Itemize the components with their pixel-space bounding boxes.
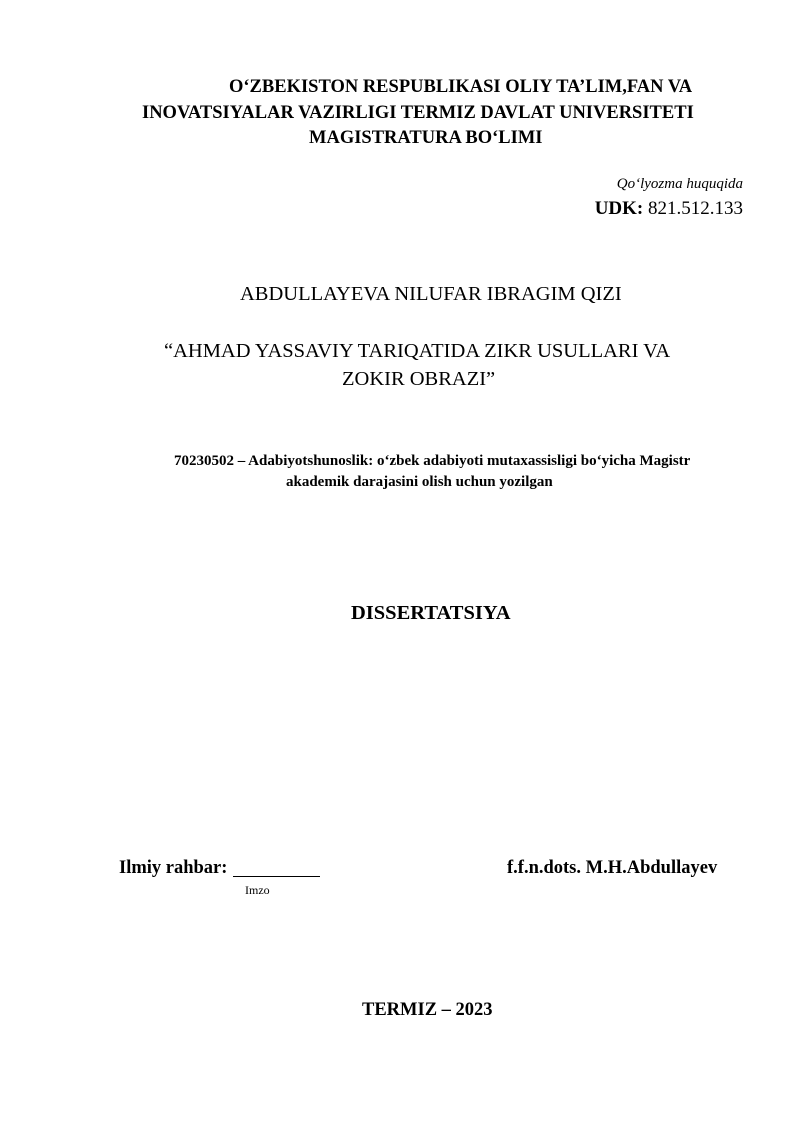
header-line-3: MAGISTRATURA BO‘LIMI [309, 128, 543, 148]
advisor-label: Ilmiy rahbar: [119, 858, 228, 878]
signature-caption: Imzo [245, 883, 270, 897]
advisor-name: f.f.n.dots. M.H.Abdullayev [507, 858, 718, 878]
place-year: TERMIZ – 2023 [362, 1000, 493, 1020]
specialty-line-1: 70230502 – Adabiyotshunoslik: o‘zbek adabiyoti mutaxassisligi bo‘yicha Magistr [174, 453, 691, 469]
udk-code [595, 198, 743, 220]
title-line-1: “AHMAD YASSAVIY TARIQATIDA ZIKR USULLARI VA [164, 340, 671, 362]
header-line-1: O‘ZBEKISTON RESPUBLIKASI OLIY TA’LIM,FAN VA [229, 77, 693, 97]
signature-line [233, 876, 320, 877]
specialty-line-2: akademik darajasini olish uchun yozilgan [286, 474, 553, 490]
title-line-2: ZOKIR OBRAZI” [342, 368, 496, 390]
manuscript-note: Qo‘lyozma huquqida [616, 176, 743, 192]
document-type: DISSERTATSIYA [351, 602, 511, 624]
udk-value: 821.512.133 [643, 198, 743, 219]
author-name: ABDULLAYEVA NILUFAR IBRAGIM QIZI [240, 283, 622, 305]
header-line-2: INOVATSIYALAR VAZIRLIGI TERMIZ DAVLAT UNIVERSITETI [142, 103, 694, 123]
udk-label: UDK: [594, 198, 644, 219]
